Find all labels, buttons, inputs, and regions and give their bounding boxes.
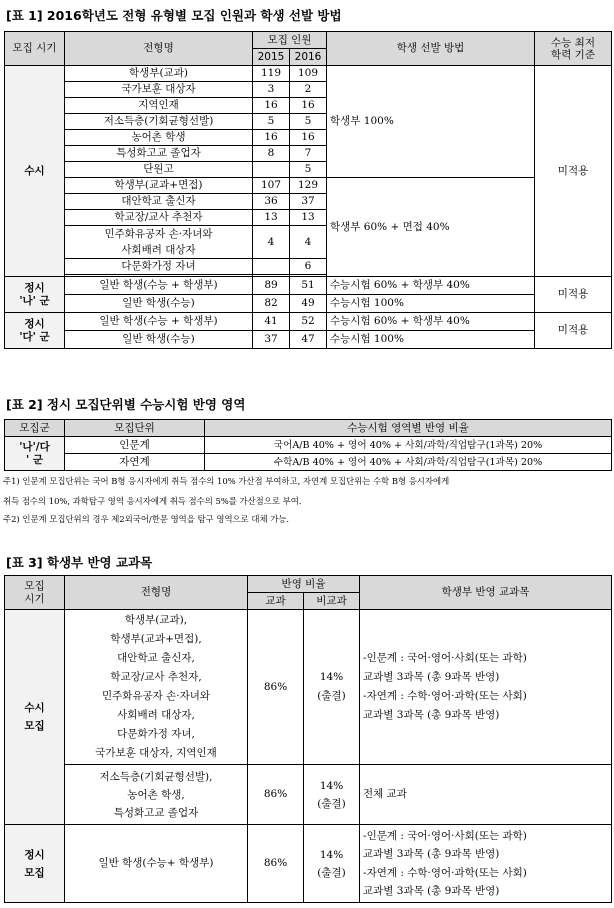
t1-susi-name: 국가보훈 대상자 bbox=[65, 82, 253, 98]
t3-header-time: 모집 시기 bbox=[5, 576, 65, 610]
t1-susi-2016: 2 bbox=[290, 82, 327, 98]
t1-jeongsi-da-2015: 41 bbox=[253, 313, 290, 331]
t3-r1-gyo: 86% bbox=[248, 610, 304, 765]
t3-r2-bigyo: 14% (출결) bbox=[304, 765, 360, 825]
t3-r3-gyo: 86% bbox=[248, 825, 304, 903]
t1-susi-name: 단원고 bbox=[65, 162, 253, 178]
t1-header-method: 학생 선발 방법 bbox=[327, 32, 535, 66]
t2-ratio: 수학A/B 40% + 영어 40% + 사회/과학/직업탐구(1과목) 20% bbox=[205, 454, 612, 471]
t2-note-1b: 취득 점수의 10%, 과학탐구 영역 응시자에게 취득 점수의 5%를 가산점으로 부여. bbox=[3, 496, 302, 506]
t1-susi-2016: 13 bbox=[290, 210, 327, 226]
t1-susi-name: 다문화가정 자녀 bbox=[65, 259, 253, 275]
table3 bbox=[4, 575, 612, 903]
t2-header-group: 모집군 bbox=[5, 420, 65, 437]
t1-susi-2015: 3 bbox=[253, 82, 290, 98]
t1-header-time: 모집 시기 bbox=[5, 32, 65, 66]
table2-title: [표 2] 정시 모집단위별 수능시험 반영 영역 bbox=[6, 397, 246, 412]
t1-susi-2015: 16 bbox=[253, 130, 290, 146]
t1-susi-2015: 4 bbox=[253, 226, 290, 259]
t1-susi-2015: 16 bbox=[253, 98, 290, 114]
t1-jeongsi-da-method: 수능시험 60% + 학생부 40% bbox=[327, 313, 535, 331]
t1-susi-name: 농어촌 학생 bbox=[65, 130, 253, 146]
t1-susi-2015: 36 bbox=[253, 194, 290, 210]
t1-jeongsi-da-2016: 47 bbox=[290, 331, 327, 349]
t1-header-csat: 수능 최저 학력 기준 bbox=[535, 32, 612, 66]
t1-jeongsi-na-name: 일반 학생(수능) bbox=[65, 295, 253, 313]
t2-header-unit: 모집단위 bbox=[65, 420, 205, 437]
t3-header-bigyo: 비교과 bbox=[304, 593, 360, 610]
t3-r3-subjects: -인문계 : 국어·영어·사회(또는 과학) 교과별 3과목 (총 9과목 반영) -자연계 : 수학·영어·과학(또는 사회) 교과별 3과목 (총 9과목 반영) bbox=[360, 825, 612, 903]
t1-header-2016: 2016 bbox=[290, 49, 327, 66]
t2-header-ratio: 수능시험 영역별 반영 비율 bbox=[205, 420, 612, 437]
t1-header-count: 모집 인원 bbox=[253, 32, 327, 49]
t1-susi-2016: 7 bbox=[290, 146, 327, 162]
t1-susi-2015: 107 bbox=[253, 178, 290, 194]
t1-susi-2016: 16 bbox=[290, 130, 327, 146]
t1-jeongsi-na-2016: 51 bbox=[290, 277, 327, 295]
t1-susi-2015 bbox=[253, 162, 290, 178]
t3-header-gyo: 교과 bbox=[248, 593, 304, 610]
t1-susi-name: 대안학교 출신자 bbox=[65, 194, 253, 210]
t3-header-ratio: 반영 비율 bbox=[248, 576, 360, 593]
t1-jeongsi-na-2015: 89 bbox=[253, 277, 290, 295]
t1-susi-2015: 119 bbox=[253, 66, 290, 82]
t1-susi-2016: 6 bbox=[290, 259, 327, 275]
t1-susi-2016: 5 bbox=[290, 162, 327, 178]
t2-note-2: 주2) 인문계 모집단위의 경우 제2외국어/한문 영역을 탐구 영역으로 대체 가능. bbox=[3, 514, 290, 524]
t2-unit: 인문계 bbox=[65, 437, 205, 454]
t1-jeongsi-na-csat: 미적용 bbox=[535, 277, 612, 313]
t1-susi-2015 bbox=[253, 259, 290, 275]
t1-jeongsi-da-method: 수능시험 100% bbox=[327, 331, 535, 349]
t3-r2-gyo: 86% bbox=[248, 765, 304, 825]
t3-r2-subjects: 전체 교과 bbox=[360, 765, 612, 825]
t3-r1-names: 학생부(교과), 학생부(교과+면접), 대안학교 출신자, 학교장/교사 추천자, 민주화유공자 손·자녀와 사회배려 대상자, 다문화가정 자녀, 국가보훈 대상자, 지역인재 bbox=[65, 610, 248, 765]
t1-jeongsi-na-2015: 82 bbox=[253, 295, 290, 313]
t3-r1-bigyo: 14% (출결) bbox=[304, 610, 360, 765]
t1-susi-2016: 5 bbox=[290, 114, 327, 130]
t1-jeongsi-na-label: 정시 '나' 군 bbox=[5, 277, 65, 313]
table1-title: [표 1] 2016학년도 전형 유형별 모집 인원과 학생 선발 방법 bbox=[6, 8, 342, 23]
t1-susi-name: 학교장/교사 추천자 bbox=[65, 210, 253, 226]
t1-jeongsi-na-name: 일반 학생(수능 + 학생부) bbox=[65, 277, 253, 295]
t1-header-name: 전형명 bbox=[65, 32, 253, 66]
t1-jeongsi-da-csat: 미적용 bbox=[535, 313, 612, 349]
t1-susi-name: 학생부(교과) bbox=[65, 66, 253, 82]
t1-susi-2016: 37 bbox=[290, 194, 327, 210]
t1-jeongsi-da-2016: 52 bbox=[290, 313, 327, 331]
t1-susi-2016: 16 bbox=[290, 98, 327, 114]
t1-jeongsi-da-label: 정시 '다' 군 bbox=[5, 313, 65, 349]
t2-unit: 자연계 bbox=[65, 454, 205, 471]
t1-jeongsi-na-method: 수능시험 100% bbox=[327, 295, 535, 313]
t1-susi-2016: 4 bbox=[290, 226, 327, 259]
t2-group-label: '나'/다 ' 군 bbox=[5, 437, 65, 471]
t1-susi-name: 학생부(교과+면접) bbox=[65, 178, 253, 194]
t1-susi-method2: 학생부 60% + 면접 40% bbox=[327, 178, 535, 277]
t1-jeongsi-na-method: 수능시험 60% + 학생부 40% bbox=[327, 277, 535, 295]
t1-susi-csat: 미적용 bbox=[535, 66, 612, 277]
t3-header-name: 전형명 bbox=[65, 576, 248, 610]
table3-title: [표 3] 학생부 반영 교과목 bbox=[6, 555, 153, 570]
t1-susi-2015: 5 bbox=[253, 114, 290, 130]
t1-jeongsi-da-name: 일반 학생(수능 + 학생부) bbox=[65, 313, 253, 331]
table2 bbox=[4, 419, 612, 471]
t2-ratio: 국어A/B 40% + 영어 40% + 사회/과학/직업탐구(1과목) 20% bbox=[205, 437, 612, 454]
t1-susi-name: 저소득층(기회균형선발) bbox=[65, 114, 253, 130]
t1-susi-name: 민주화유공자 손·자녀와 사회배려 대상자 bbox=[65, 226, 253, 259]
t1-susi-2016: 109 bbox=[290, 66, 327, 82]
t2-note-1a: 주1) 인문계 모집단위는 국어 B형 응시자에게 취득 점수의 10% 가산점 부여하고, 자연계 모집단위는 수학 B형 응시자에게 bbox=[3, 476, 450, 486]
t3-header-subjects: 학생부 반영 교과목 bbox=[360, 576, 612, 610]
t1-susi-label: 수시 bbox=[5, 66, 65, 277]
t3-susi-label: 수시 모집 bbox=[5, 610, 65, 825]
t3-r2-names: 저소득층(기회균형선발), 농어촌 학생, 특성화고교 졸업자 bbox=[65, 765, 248, 825]
table1 bbox=[4, 31, 612, 349]
t1-susi-method1: 학생부 100% bbox=[327, 66, 535, 178]
t1-jeongsi-na-2016: 49 bbox=[290, 295, 327, 313]
t1-jeongsi-da-name: 일반 학생(수능) bbox=[65, 331, 253, 349]
t1-jeongsi-da-2015: 37 bbox=[253, 331, 290, 349]
t3-jeongsi-label: 정시 모집 bbox=[5, 825, 65, 903]
t1-susi-2016: 129 bbox=[290, 178, 327, 194]
t3-r3-bigyo: 14% (출결) bbox=[304, 825, 360, 903]
t3-r3-names: 일반 학생(수능+ 학생부) bbox=[65, 825, 248, 903]
t1-susi-name: 특성화고교 졸업자 bbox=[65, 146, 253, 162]
t1-susi-2015: 8 bbox=[253, 146, 290, 162]
t3-r1-subjects: -인문계 : 국어·영어·사회(또는 과학) 교과별 3과목 (총 9과목 반영) -자연계 : 수학·영어·과학(또는 사회) 교과별 3과목 (총 9과목 반영) bbox=[360, 610, 612, 765]
t1-susi-2015: 13 bbox=[253, 210, 290, 226]
t1-header-2015: 2015 bbox=[253, 49, 290, 66]
t1-susi-name: 지역인재 bbox=[65, 98, 253, 114]
